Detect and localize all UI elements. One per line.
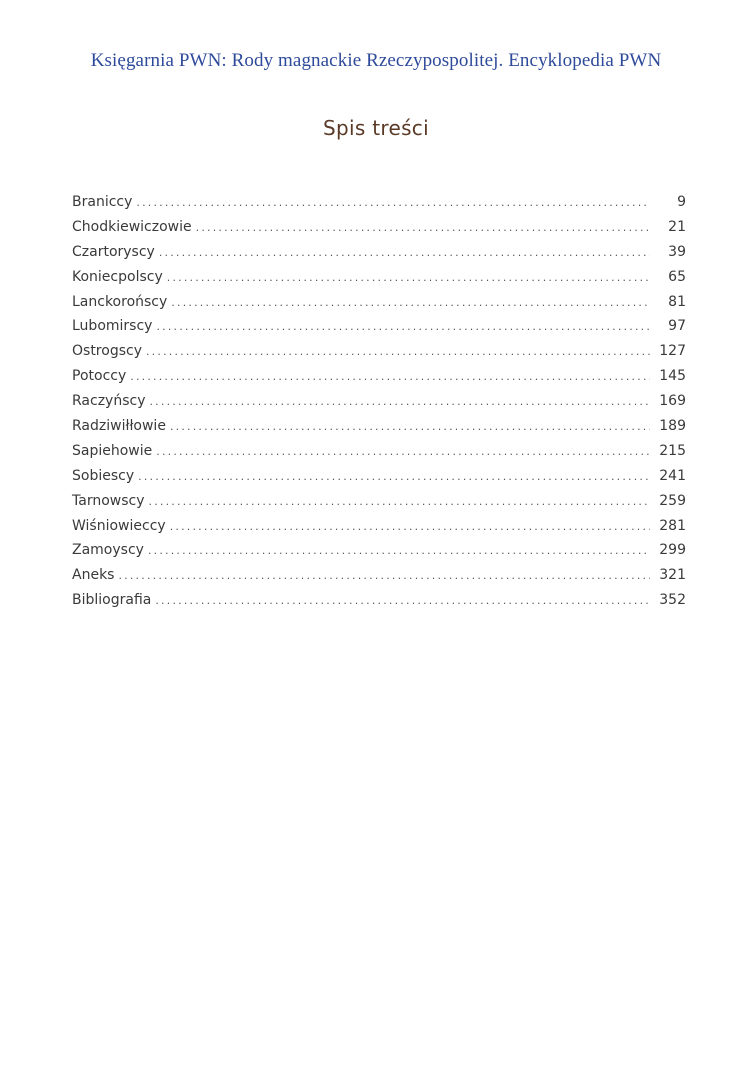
toc-entry-label: Tarnowscy bbox=[72, 492, 145, 509]
toc-entry-page: 39 bbox=[668, 243, 686, 260]
toc-entry[interactable] bbox=[72, 493, 686, 518]
toc-leader-dots bbox=[149, 495, 651, 508]
toc-entry-page: 21 bbox=[668, 218, 686, 235]
toc-entry[interactable] bbox=[72, 468, 686, 493]
toc-leader-dots bbox=[146, 345, 650, 358]
document-header: Księgarnia PWN: Rody magnackie Rzeczypospolitej. Encyklopedia PWN bbox=[90, 50, 662, 71]
toc-entry-label: Bibliografia bbox=[72, 592, 152, 609]
toc-leader-dots bbox=[138, 470, 650, 483]
toc-entry-label: Ostrogscy bbox=[72, 343, 142, 360]
toc-entry[interactable] bbox=[72, 418, 686, 443]
toc-entry-label: Zamoyscy bbox=[72, 542, 144, 559]
toc-entry-label: Sapiehowie bbox=[72, 442, 153, 459]
toc-entry-label: Radziwiłłowie bbox=[72, 418, 166, 435]
toc-leader-dots bbox=[136, 196, 650, 209]
toc-entry-page: 189 bbox=[659, 418, 686, 435]
toc-entry-page: 169 bbox=[659, 393, 686, 410]
toc-entry[interactable] bbox=[72, 368, 686, 393]
toc-leader-dots bbox=[149, 395, 650, 408]
toc-entry-label: Czartoryscy bbox=[72, 243, 155, 260]
toc-leader-dots bbox=[130, 370, 650, 383]
toc-leader-dots bbox=[156, 445, 650, 458]
toc-entry-page: 81 bbox=[668, 293, 686, 310]
toc-entry[interactable] bbox=[72, 294, 686, 319]
page-title: Spis treści bbox=[323, 116, 429, 140]
toc-entry-page: 299 bbox=[659, 542, 686, 559]
toc-entry-page: 321 bbox=[659, 567, 686, 584]
toc-leader-dots bbox=[159, 246, 650, 259]
toc-entry-label: Aneks bbox=[72, 567, 115, 584]
toc-entry-page: 259 bbox=[659, 492, 686, 509]
toc-leader-dots bbox=[171, 296, 650, 309]
toc-entry[interactable] bbox=[72, 567, 686, 592]
toc-entry-page: 215 bbox=[659, 442, 686, 459]
toc-leader-dots bbox=[170, 520, 650, 533]
toc-entry[interactable] bbox=[72, 343, 686, 368]
toc-leader-dots bbox=[118, 569, 650, 582]
toc-leader-dots bbox=[148, 544, 650, 557]
toc-entry[interactable] bbox=[72, 219, 686, 244]
toc-entry-page: 352 bbox=[659, 592, 686, 609]
toc-leader-dots bbox=[170, 420, 650, 433]
toc-entry-page: 9 bbox=[677, 194, 686, 210]
toc-entry[interactable] bbox=[72, 244, 686, 269]
toc-entry-label: Koniecpolscy bbox=[72, 268, 163, 285]
toc-entry-page: 241 bbox=[659, 467, 686, 484]
toc-entry[interactable] bbox=[72, 194, 686, 219]
toc-entry[interactable] bbox=[72, 518, 686, 543]
toc-entry-page: 127 bbox=[659, 343, 686, 360]
toc-leader-dots bbox=[155, 594, 650, 607]
toc-entry-page: 65 bbox=[668, 268, 686, 285]
toc-entry[interactable] bbox=[72, 592, 686, 617]
toc-entry-label: Braniccy bbox=[72, 194, 133, 210]
toc-entry-label: Lanckorońscy bbox=[72, 293, 168, 310]
toc-leader-dots bbox=[167, 271, 650, 284]
toc-entry[interactable] bbox=[72, 542, 686, 567]
toc-entry[interactable] bbox=[72, 443, 686, 468]
toc-entry-page: 281 bbox=[659, 517, 686, 534]
toc-entry[interactable] bbox=[72, 318, 686, 343]
toc-entry-label: Raczyńscy bbox=[72, 393, 146, 410]
toc-entry[interactable] bbox=[72, 269, 686, 294]
toc-leader-dots bbox=[156, 320, 650, 333]
table-of-contents bbox=[72, 194, 686, 617]
toc-entry-page: 145 bbox=[659, 368, 686, 385]
toc-entry-label: Lubomirscy bbox=[72, 318, 153, 335]
toc-entry[interactable] bbox=[72, 393, 686, 418]
toc-leader-dots bbox=[196, 221, 650, 234]
toc-entry-page: 97 bbox=[668, 318, 686, 335]
toc-entry-label: Wiśniowieccy bbox=[72, 517, 166, 534]
toc-entry-label: Potoccy bbox=[72, 368, 127, 385]
toc-entry-label: Sobiescy bbox=[72, 467, 135, 484]
toc-entry-label: Chodkiewiczowie bbox=[72, 218, 192, 235]
